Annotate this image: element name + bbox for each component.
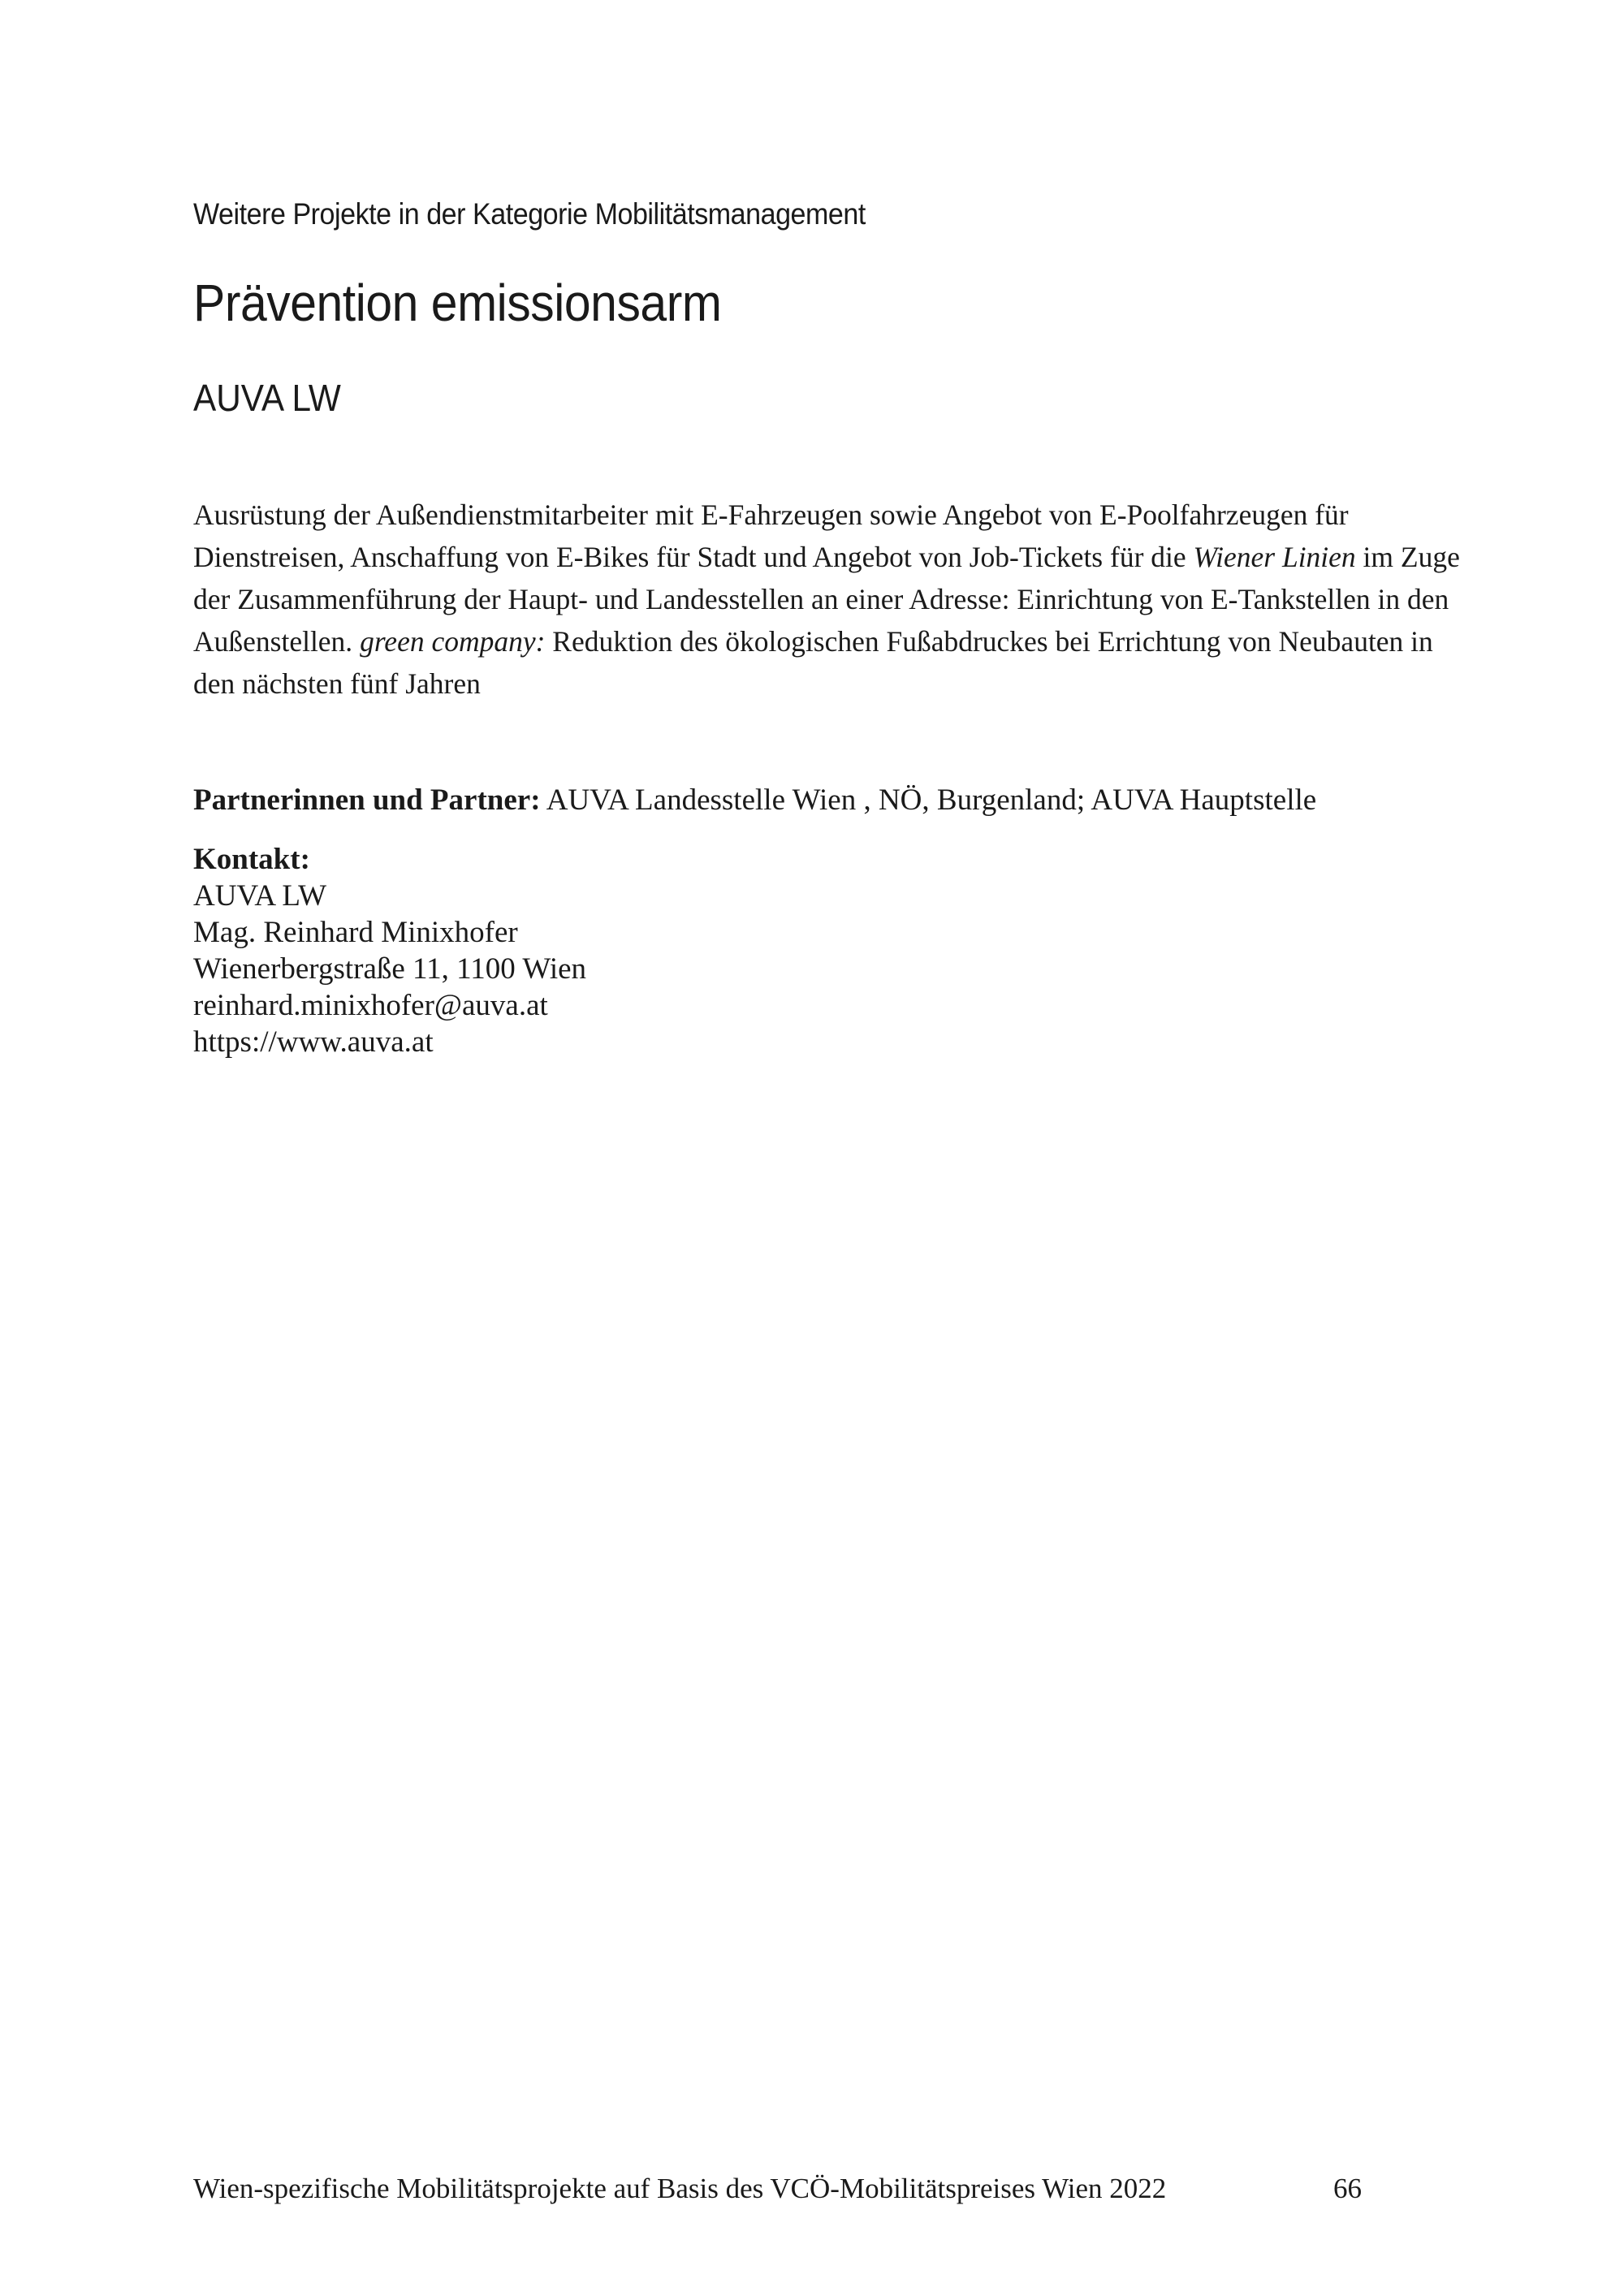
contact-website[interactable]: https://www.auva.at <box>193 1025 434 1059</box>
description-text-2: im Zuge der Zusammenführung der Haupt- und Landesstellen an einer Adresse: Einrichtung von E-Tankstellen in den Außenstellen. <box>193 541 1460 658</box>
partners-value: AUVA Landesstelle Wien , NÖ, Burgenland; AUVA Hauptstelle <box>540 783 1317 817</box>
contact-address: Wienerbergstraße 11, 1100 Wien <box>193 952 587 986</box>
project-title: Prävention emissionsarm <box>193 274 722 332</box>
contact-email[interactable]: reinhard.minixhofer@auva.at <box>193 989 548 1022</box>
description-italic-green-company: green company: <box>360 625 546 658</box>
contact-person: Mag. Reinhard Minixhofer <box>193 916 518 949</box>
project-description <box>193 494 1460 705</box>
footer-text: Wien-spezifische Mobilitätsprojekte auf Basis des VCÖ-Mobilitätspreises Wien 2022 <box>193 2173 1167 2204</box>
category-heading: Weitere Projekte in der Kategorie Mobilitätsmanagement <box>193 197 866 231</box>
description-text-3: Reduktion des ökologischen Fußabdruckes bei Errichtung von Neubauten in den nächsten fünf Jahren <box>193 625 1433 700</box>
contact-label: Kontakt: <box>193 843 310 876</box>
page-number: 66 <box>1333 2173 1362 2204</box>
contact-block <box>193 841 586 1060</box>
description-text-1: Ausrüstung der Außendienstmitarbeiter mit E-Fahrzeugen sowie Angebot von E-Poolfahrzeugen für Dienstreisen, Anschaffung von E-Bikes für Stadt und Angebot von Job-Tickets für die <box>193 498 1349 573</box>
organization-subtitle: AUVA LW <box>193 377 341 419</box>
description-italic-wiener-linien: Wiener Linien <box>1193 541 1356 573</box>
partners-line <box>193 779 1492 822</box>
contact-organization: AUVA LW <box>193 879 327 913</box>
partners-label: Partnerinnen und Partner: <box>193 783 541 817</box>
